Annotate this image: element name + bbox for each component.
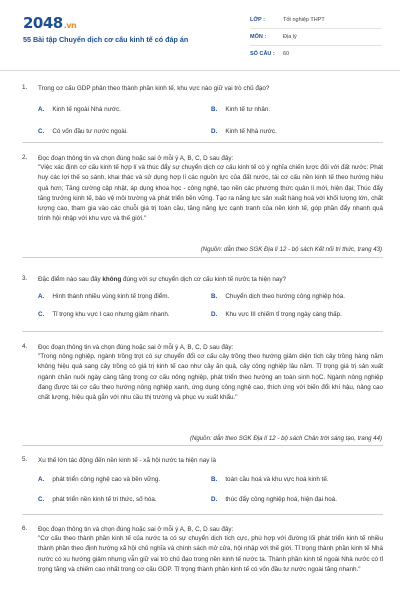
question-number: 1. <box>22 84 28 91</box>
meta-label: LỚP : <box>250 17 265 23</box>
option-text: Hình thành nhiều vùng kinh tế trọng điểm. <box>52 293 170 300</box>
question-number: 6. <box>22 525 28 532</box>
option-a[interactable]: A. Kinh tế ngoài Nhà nước. <box>38 106 121 113</box>
option-text: thúc đẩy công nghiệp hoá, hiện đại hoá. <box>225 496 337 503</box>
question-passage: "Việc xác định cơ cấu kinh tế hợp lí và thúc đẩy sự chuyển dịch cơ cấu kinh tế có ý nghĩa chiến lược đối với đất nước: Phát huy các lợi thế so sánh, khai thác và sử dụng hợp lí các nguồn lực của đất nước, tái cơ cấu nền kinh tế theo hướng hiệu quả hơn; Tăng cường cập nhật, áp dụng khoa học - công nghệ, tạo nền các phương thức quản lí mới, hiện đại; Thúc đẩy tăng trưởng kinh tế, bảo vệ môi trường và phát triển bền vững. Tạo ra năng lực sản xuất hàng hoá với khối lượng lớn, chất lượng cao, tham gia vào các chuỗi giá trị toàn cầu, tăng năng lực cạnh tranh của nền kinh tế, góp phần đẩy nhanh quá trình hội nhập với khu vực và thế giới." <box>38 164 383 223</box>
divider <box>22 331 383 332</box>
question-passage: "Cơ cấu theo thành phần kinh tế của nước ta có sự chuyển dịch tích cực, phù hợp với đường lối phát triển kinh tế nhiều thành phần theo định hướng xã hội chủ nghĩa và chính sách mở cửa, hội nhập với thế giới. Tỉ trọng thành phần kinh tế Nhà nước có xu hướng giảm nhưng vẫn giữ vai trò chủ đạo trong nền kinh tế nước ta. Thành phần kinh tế ngoài Nhà nước có tỉ trọng tăng và chiếm cao nhất trong cơ cấu GDP. Tỉ trọng thành phần kinh tế có vốn đầu tư nước ngoài tăng nhanh." <box>38 535 383 573</box>
option-b[interactable]: B. Chuyển dịch theo hướng công nghiệp hóa. <box>211 293 345 300</box>
emphasis-word: không <box>102 276 122 283</box>
question-text: Đặc điểm nào sau đây không đúng với sự chuyển dịch cơ cấu kinh tế nước ta hiện nay? <box>38 276 286 283</box>
option-text: Kinh tế ngoài Nhà nước. <box>52 106 121 113</box>
question-number: 4. <box>22 343 28 350</box>
divider <box>22 445 383 446</box>
question-text: Đọc đoạn thông tin và chọn đúng hoặc sai ở mỗi ý A, B, C, D sau đây: <box>38 526 234 533</box>
option-a[interactable]: A. phát triển công nghệ cao và bền vững. <box>38 476 161 483</box>
option-d[interactable]: D. Khu vực III chiếm tỉ trọng ngày càng thấp. <box>211 311 342 318</box>
page-header <box>0 0 400 71</box>
option-a[interactable]: A. Hình thành nhiều vùng kinh tế trọng điểm. <box>38 293 170 300</box>
option-d[interactable]: D. Kinh tế Nhà nước. <box>211 128 277 135</box>
meta-label: MÔN : <box>250 34 267 40</box>
meta-value: Địa lý <box>283 34 297 40</box>
option-text: Tỉ trọng khu vực I cao nhưng giảm nhanh. <box>52 311 170 318</box>
meta-value: 60 <box>283 51 290 57</box>
question-text: Đọc đoạn thông tin và chọn đúng hoặc sai ở mỗi ý A, B, C, D sau đây: <box>38 155 234 162</box>
question-passage: "Trong nông nghiệp, ngành trồng trọt có sự chuyển đổi cơ cấu cây trồng theo hướng giảm diện tích cây trồng hàng năm không hiệu quả sang cây trồng có giá trị kinh tế cao như cây ăn quả, cây công nghiệp lâu năm. Tỉ trọng giá trị sản xuất ngành chăn nuôi ngày càng tăng trong cơ cấu nông nghiệp, phát triển theo hướng an toàn sinh họC. Ngành nông nghiệp đang được tái cơ cấu theo hướng nông nghiệp xanh, ứng dụng công nghệ cao, thích ứng với biến đổi khí hậu, nâng cao chất lượng, hiệu quả gắn với nhu cầu thị trường và phục vụ xuất khẩu." <box>38 353 383 402</box>
meta-row-class <box>250 12 382 29</box>
site-logo[interactable] <box>23 14 76 32</box>
question-number: 3. <box>22 275 28 282</box>
question-number: 2. <box>22 154 28 161</box>
option-text: Kinh tế Nhà nước. <box>225 128 277 135</box>
divider <box>22 142 383 143</box>
divider <box>22 257 383 258</box>
option-c[interactable]: C. Có vốn đầu tư nước ngoài. <box>38 128 128 135</box>
option-text: toàn cầu hoá và khu vực hoá kinh tế. <box>225 476 329 483</box>
option-b[interactable]: B. toàn cầu hoá và khu vực hoá kinh tế. <box>211 476 329 483</box>
option-text: phát triển nền kinh tế tri thức, số hóa. <box>52 496 157 503</box>
option-text: Kinh tế tư nhân. <box>225 106 271 113</box>
document-title: 55 Bài tập Chuyển dịch cơ cấu kinh tế có đáp án <box>23 35 189 44</box>
meta-value: Tốt nghiệp THPT <box>283 17 325 23</box>
meta-row-count <box>250 46 382 62</box>
passage-source: (Nguồn: dẫn theo SGK Địa lí 12 - bộ sách Chân trời sáng tạo, trang 44) <box>189 435 382 442</box>
option-text: Có vốn đầu tư nước ngoài. <box>52 128 128 135</box>
option-d[interactable]: D. thúc đẩy công nghiệp hoá, hiện đại hoá. <box>211 496 337 503</box>
meta-row-subject <box>250 29 382 46</box>
question-text: Trong cơ cấu GDP phân theo thành phần kinh tế, khu vực nào giữ vai trò chủ đạo? <box>38 85 270 92</box>
question-text: Xu thế lớn tác động đến nền kinh tế - xã hội nước ta hiện nay là <box>38 457 217 464</box>
logo-suffix: .vn <box>63 21 77 30</box>
logo-text: 2048 <box>23 14 63 32</box>
question-number: 5. <box>22 456 28 463</box>
option-text: Chuyển dịch theo hướng công nghiệp hóa. <box>225 293 345 300</box>
option-text: Khu vực III chiếm tỉ trọng ngày càng thấp. <box>225 311 342 318</box>
question-text: Đọc đoạn thông tin và chọn đúng hoặc sai ở mỗi ý A, B, C, D sau đây: <box>38 344 234 351</box>
option-text: phát triển công nghệ cao và bền vững. <box>52 476 161 483</box>
option-c[interactable]: C. phát triển nền kinh tế tri thức, số hóa. <box>38 496 157 503</box>
passage-source: (Nguồn: dẫn theo SGK Địa lí 12 - bộ sách Kết nối tri thức, trang 43) <box>200 246 382 253</box>
meta-table <box>250 12 382 62</box>
divider <box>22 514 383 515</box>
meta-label: SỐ CÂU : <box>250 51 275 57</box>
option-b[interactable]: B. Kinh tế tư nhân. <box>211 106 271 113</box>
option-c[interactable]: C. Tỉ trọng khu vực I cao nhưng giảm nhanh. <box>38 311 170 318</box>
